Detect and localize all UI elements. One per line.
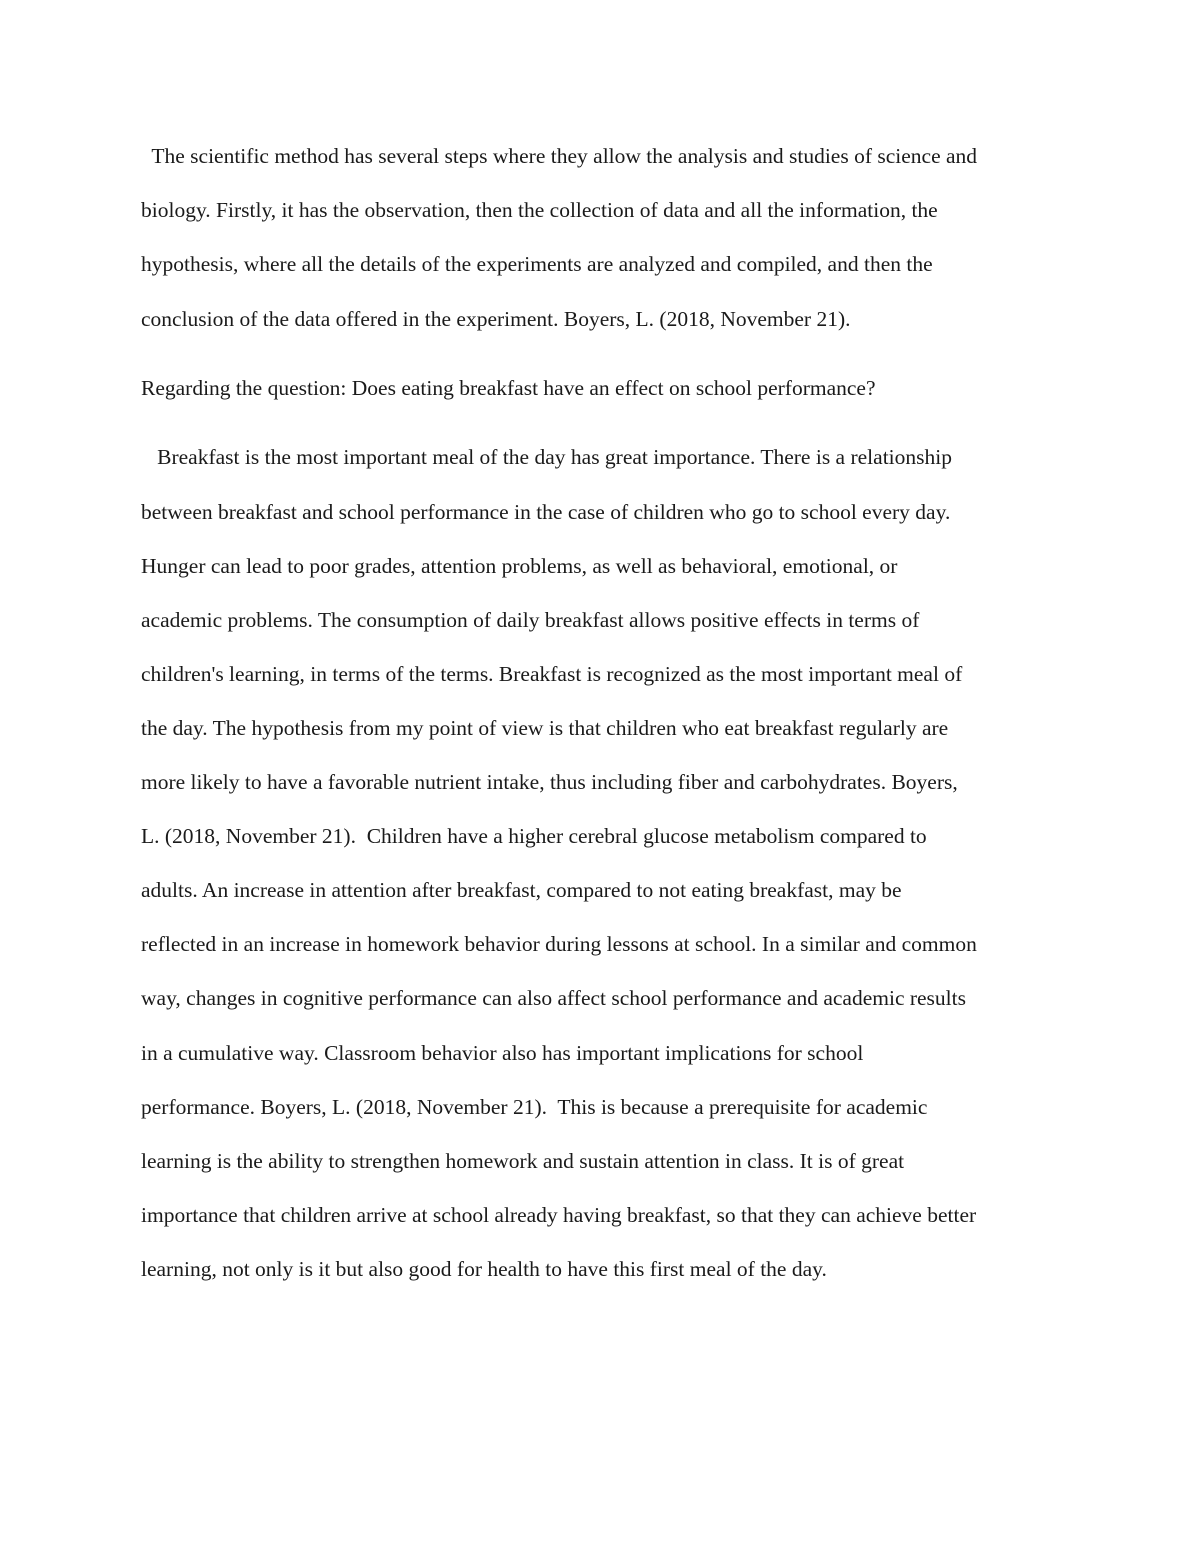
paragraph-2-line-5: children's learning, in terms of the terms. Breakfast is recognized as the most important meal of [141, 662, 963, 686]
paragraph-1-line-3: hypothesis, where all the details of the experiments are analyzed and compiled, and then the [141, 252, 933, 276]
paragraph-2-line-9: adults. An increase in attention after breakfast, compared to not eating breakfast, may be [141, 878, 902, 902]
paragraph-2-line-10: reflected in an increase in homework behavior during lessons at school. In a similar and common [141, 932, 977, 956]
paragraph-2-line-1: Breakfast is the most important meal of the day has great importance. There is a relationship [141, 445, 952, 469]
paragraph-2-line-11: way, changes in cognitive performance can also affect school performance and academic results [141, 986, 966, 1010]
paragraph-2-line-3: Hunger can lead to poor grades, attention problems, as well as behavioral, emotional, or [141, 554, 898, 578]
paragraph-1-line-4: conclusion of the data offered in the experiment. Boyers, L. (2018, November 21). [141, 307, 851, 331]
paragraph-2-line-13: performance. Boyers, L. (2018, November 21). This is because a prerequisite for academic [141, 1095, 928, 1119]
paragraph-2-line-8: L. (2018, November 21). Children have a higher cerebral glucose metabolism compared to [141, 824, 927, 848]
paragraph-2-line-14: learning is the ability to strengthen homework and sustain attention in class. It is of great [141, 1149, 905, 1173]
paragraph-2-line-12: in a cumulative way. Classroom behavior also has important implications for school [141, 1041, 864, 1065]
paragraph-2-line-16: learning, not only is it but also good for health to have this first meal of the day. [141, 1257, 827, 1281]
paragraph-2-line-15: importance that children arrive at school already having breakfast, so that they can achieve better [141, 1203, 977, 1227]
paragraph-2-line-4: academic problems. The consumption of daily breakfast allows positive effects in terms of [141, 608, 920, 632]
paragraph-2-line-6: the day. The hypothesis from my point of view is that children who eat breakfast regularly are [141, 716, 949, 740]
paragraph-1-line-1: The scientific method has several steps where they allow the analysis and studies of science and [141, 144, 978, 168]
question-line: Regarding the question: Does eating breakfast have an effect on school performance? [141, 376, 876, 400]
paragraph-2-line-7: more likely to have a favorable nutrient intake, thus including fiber and carbohydrates. Boyers, [141, 770, 958, 794]
paragraph-1-line-2: biology. Firstly, it has the observation, then the collection of data and all the information, the [141, 198, 938, 222]
paragraph-2-line-2: between breakfast and school performance in the case of children who go to school every day. [141, 500, 951, 524]
